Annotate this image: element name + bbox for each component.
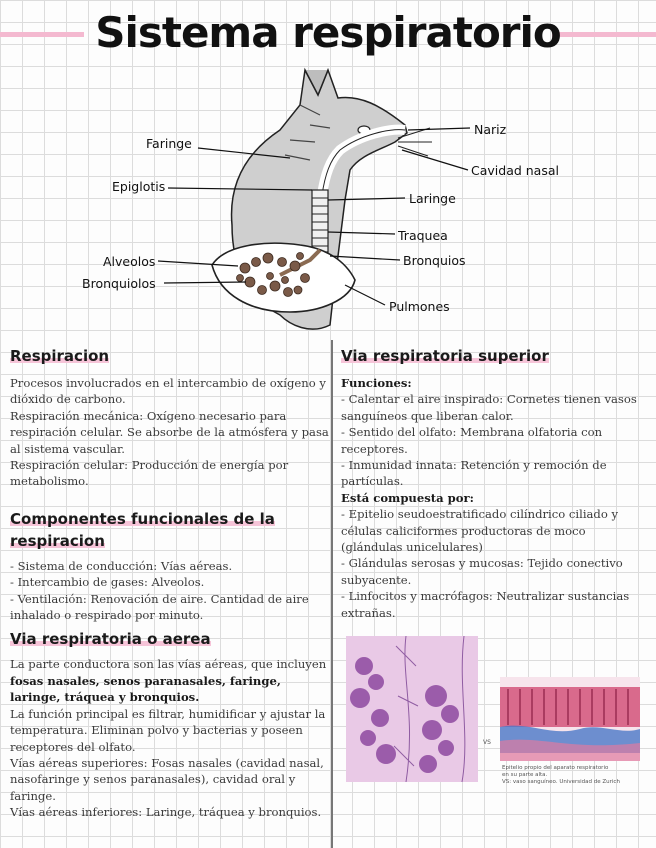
image-caption-1: Epitelio propio del aparato respiratorio — [502, 765, 609, 771]
image-vs-label: VS — [483, 739, 491, 746]
compuesta-label: Está compuesta por: — [341, 490, 474, 505]
page-title: Sistema respiratorio — [95, 8, 561, 57]
histology-image-gland — [346, 636, 478, 782]
respiracion-p3: Respiración celular: Producción de energía por metabolismo. — [10, 458, 289, 489]
label-laringe: Laringe — [409, 191, 456, 206]
via-p1-bold: fosas nasales, senos paranasales, faringe, laringe, tráquea y bronquios. — [10, 673, 281, 705]
funciones-item: - Inmunidad innata: Retención y remoción de partículas. — [341, 458, 607, 489]
via-p1-text: La parte conductora son las vías aéreas, que incluyen — [10, 657, 327, 672]
respiracion-p1: Procesos involucrados en el intercambio de oxígeno y dióxido de carbono. — [10, 376, 326, 407]
funciones-item: - Calentar el aire inspirado: Cornetes tienen vasos sanguíneos que liberan calor. — [341, 392, 637, 423]
column-divider — [331, 340, 333, 848]
via-p2: La función principal es filtrar, humidificar y ajustar la temperatura. Eliminan polvo y bacterias y poseen receptores del olfato. — [10, 706, 326, 754]
via-p3: Vías aéreas superiores: Fosas nasales (cavidad nasal, nasofaringe y senos paranasales), cavidad oral y faringe. — [10, 755, 324, 803]
componentes-item: - Sistema de conducción: Vías aéreas. — [10, 558, 233, 573]
via-section — [10, 629, 330, 820]
funciones-label: Funciones: — [341, 376, 412, 390]
label-faringe: Faringe — [146, 136, 192, 151]
via-p4: Vías aéreas inferiores: Laringe, tráquea y bronquios. — [10, 805, 322, 820]
via-heading: Via respiratoria o aerea — [10, 630, 211, 649]
image-caption-3: VS: vaso sanguíneo. Universidad de Zurich — [502, 779, 620, 785]
compuesta-item: - Glándulas serosas y mucosas: Tejido conectivo subyacente. — [341, 556, 623, 587]
histology-image-epithelium — [500, 677, 640, 761]
compuesta-item: - Linfocitos y macrófagos: Neutralizar sustancias extrañas. — [341, 589, 630, 620]
label-bronquiolos: Bronquiolos — [82, 276, 156, 291]
componentes-heading-1: Componentes funcionales de la — [10, 509, 275, 528]
label-cavidad-nasal: Cavidad nasal — [471, 163, 559, 178]
label-nariz: Nariz — [474, 122, 507, 137]
respiracion-heading: Respiracion — [10, 347, 110, 365]
funciones-item: - Sentido del olfato: Membrana olfatoria con receptores. — [341, 425, 603, 456]
via-superior-heading: Via respiratoria superior — [341, 347, 549, 365]
label-bronquios: Bronquios — [403, 253, 466, 268]
label-traquea: Traquea — [398, 228, 448, 243]
image-caption-2: en su parte alta. — [502, 772, 548, 778]
componentes-item: - Intercambio de gases: Alveolos. — [10, 575, 205, 590]
trachea — [312, 190, 328, 252]
respiracion-section — [10, 346, 330, 490]
compuesta-item: - Epitelio seudoestratificado cilíndrico ciliado y células caliciformes productoras de moco (glándulas unicelulares) — [341, 507, 619, 555]
via-p1 — [10, 656, 330, 705]
respiracion-p2: Respiración mecánica: Oxígeno necesario para respiración celular. Se absorbe de la atmósfera y pasa al sistema vascular. — [10, 408, 329, 456]
componentes-item: - Ventilación: Renovación de aire. Cantidad de aire inhalado o respirado por minuto. — [10, 591, 309, 623]
right-column — [341, 346, 646, 621]
label-alveolos: Alveolos — [103, 254, 156, 269]
left-column — [10, 346, 330, 821]
respiratory-diagram — [0, 55, 656, 340]
componentes-section — [10, 508, 330, 624]
label-epiglotis: Epiglotis — [112, 179, 166, 194]
componentes-heading-2: respiracion — [10, 531, 105, 550]
label-pulmones: Pulmones — [389, 299, 450, 314]
